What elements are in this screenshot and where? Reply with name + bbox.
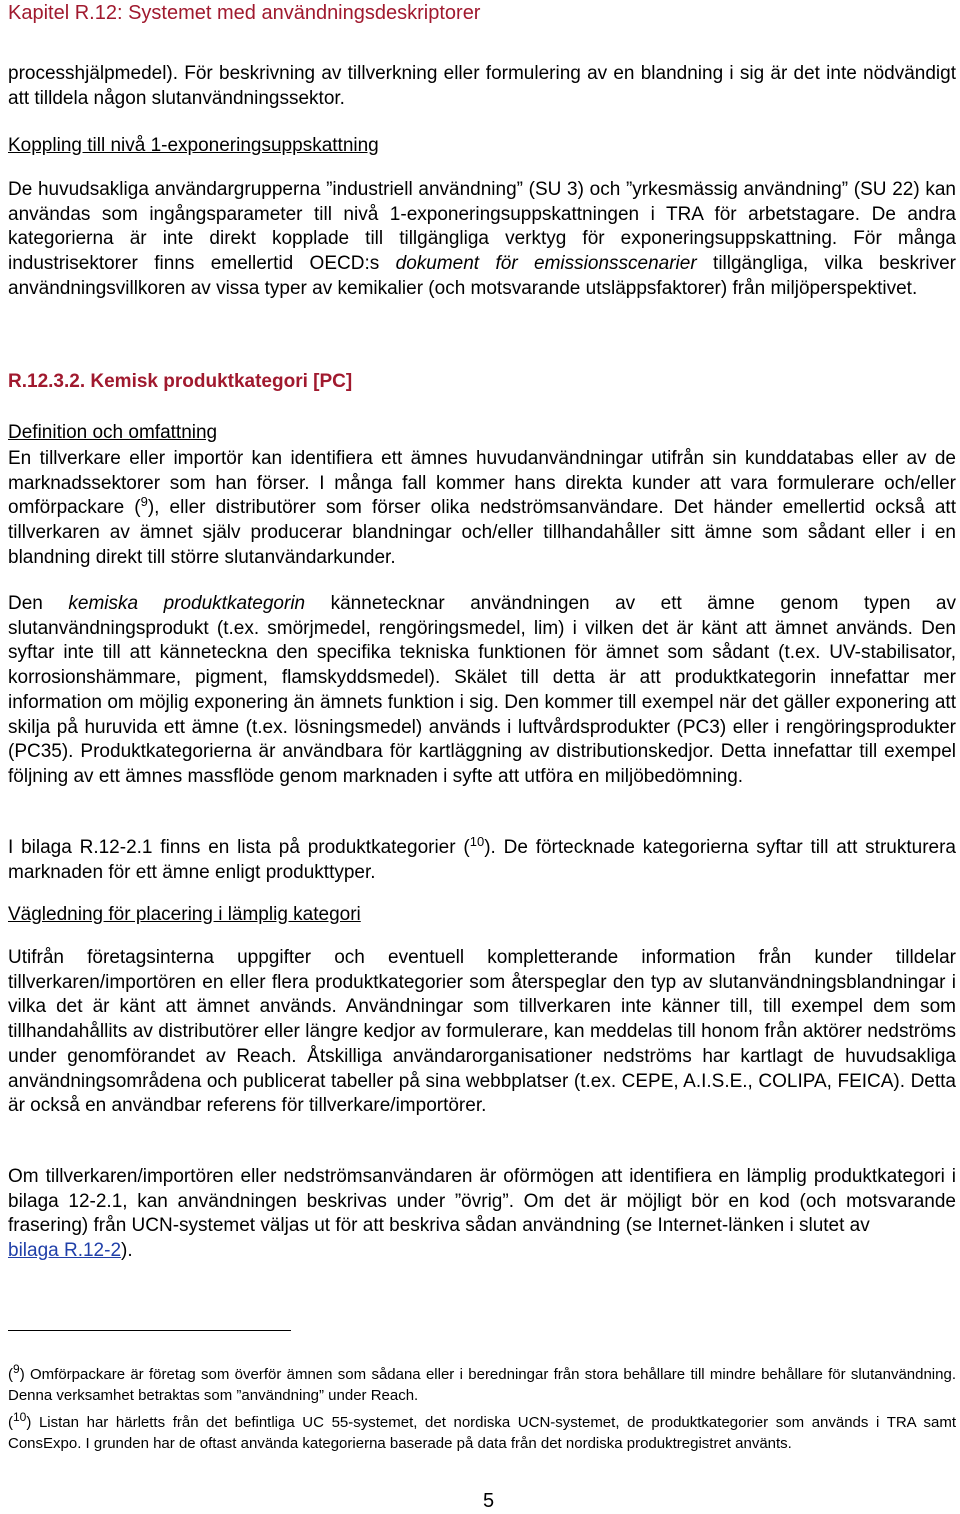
- koppling-text-end: tillgängliga, vilka beskriver användningsvillkoren av vissa typer av kemikalier (och motsvarande utsläppsfaktorer) från miljöperspektivet.: [8, 253, 956, 299]
- other-category-text: Om tillverkaren/importören eller nedströmsanvändaren är oförmögen att identifiera en lämplig produktkategori i bilaga 12-2.1, kan användningen beskrivas under ”övrig”. Om det är möjligt bör en kod (och motsvarande frasering) från UCN-systemet väljas ut för att beskriva sådan användning (se Internet-länken i slutet av: [8, 1166, 956, 1237]
- bilaga-text-b: ). De förtecknade kategorierna syftar till att strukturera marknaden för ett ämne enligt produkttyper.: [8, 837, 956, 883]
- chapter-header: Kapitel R.12: Systemet med användningsdeskriptorer: [8, 2, 481, 24]
- footnote-mark-9: 9: [13, 1362, 20, 1376]
- other-category-end: ).: [121, 1240, 133, 1262]
- footnote-text-9: Omförpackare är företag som överför ämnen som sådana eller i beredningar från stora behållare till mindre behållare för slutanvändning. Denna verksamhet betraktas som ”användning” under Reach.: [8, 1366, 956, 1404]
- footnote-text-10: Listan har härletts från det befintliga UC 55-systemet, det nordiska UCN-systemet, de produktkategorier som används i TRA samt ConsExpo. I grunden har de oftast använda kategorierna baserade på data från det nordiska produktregistret använts.: [8, 1414, 956, 1452]
- subsection-title-guidance: Vägledning för placering i lämplig kategori: [8, 904, 361, 925]
- koppling-italic: dokument för emissionsscenarier: [395, 253, 697, 275]
- intro-paragraph: processhjälpmedel). För beskrivning av tillverkning eller formulering av en blandning i sig är det inte nödvändigt att tilldela någon slutanvändningssektor.: [8, 63, 956, 109]
- guidance-paragraph: Utifrån företagsinterna uppgifter och eventuell kompletterande information från kunder tilldelar tillverkaren/importören en eller flera produktkategorier som återspeglar den typ av slutanvändningsblandningar i vilka det är känt att ämnet används. Användningar som tillverkaren inte känner till, till exempel dem som tillhandahållits av distributörer eller längre kedjor av formulerare, kan meddelas till honom från aktörer nedströms under genomförandet av Reach. Åtskilliga användarorganisationer nedströms har kartlagt de huvudsakliga användningsområdena och publicerat tabeller på sina webbplatser (t.ex. CEPE, A.I.S.E., COLIPA, FEICA). Detta är också en användbar referens för tillverkare/importörer.: [8, 947, 956, 1117]
- definition-paragraph: [8, 447, 956, 571]
- bilaga-paragraph: [8, 836, 956, 885]
- page-number: 5: [483, 1490, 495, 1512]
- subsection-title-definition: Definition och omfattning: [8, 422, 218, 443]
- definition-text-b: ), eller distributörer som förser olika nedströmsanvändare. Det händer emellertid också att tillverkaren av ämnet själv producerar blandningar och/eller tillhandahåller sitt ämne som sådant eller i en blandning direkt till större slutanvändarkunder.: [8, 497, 956, 568]
- koppling-text: De huvudsakliga användargrupperna ”industriell användning” (SU 3) och ”yrkesmässig användning” (SU 22) kan användas som ingångsparameter till nivå 1-exponeringsuppskattningen i TRA för arbetstagare. De andra kategorierna är inte direkt kopplade till tillgängliga verktyg för exponeringsuppskattning. För många industrisektorer finns emellertid OECD:s: [8, 179, 956, 275]
- footnote-divider: [8, 1330, 291, 1331]
- footnote-ref-9[interactable]: 9: [140, 494, 148, 510]
- footnote-9: ($^9$) Omförpackare är företag som överför ämnen som sådana eller i beredningar från stora behållare till mindre behållare för slutanvändning. Denna verksamhet betraktas som ”användning” under Reach.: [8, 1362, 956, 1404]
- footnote-mark-10: 10: [13, 1410, 27, 1424]
- pc-text-b: kännetecknar användningen av ett ämne genom typen av slutanvändningsprodukt (t.ex. smörjmedel, rengöringsmedel, lim) i vilken det är känt att ämnet används. Den syftar inte till att känneteckna den specifika tekniska funktionen för ämnet som sådant (t.ex. UV-stabilisator, korrosionshämmare, pigment, flamskyddsmedel). Skälet till detta är att produktkategorin innefattar mer information om möjlig exponering än ämnets funktion i sig. Den kommer till exempel när det gäller exponering att skilja på huruvida ett ämne (t.ex. lösningsmedel) används i luftvårdsprodukter (PC3) eller i rengöringsprodukter (PC35). Produktkategorierna är användbara för kartläggning av distributionskedjor. Detta innefattar till exempel följning av ett ämnes massflöde genom marknaden i syfte att utföra en miljöbedömning.: [8, 593, 957, 787]
- bilaga-text-a: I bilaga R.12-2.1 finns en lista på produktkategorier (: [8, 837, 470, 858]
- definition-text-a: En tillverkare eller importör kan identifiera ett ämnes huvudanvändningar utifrån sin kunddatabas eller av de marknadssektorer som han förser. I många fall kommer hans direkta kunder att vara formulerare och/eller omförpackare (: [8, 448, 956, 519]
- section-heading-pc: R.12.3.2. Kemisk produktkategori [PC]: [8, 371, 353, 392]
- footnote-10: ($^{10}$) Listan har härletts från det befintliga UC 55-systemet, det nordiska UCN-systemet, de produktkategorier som används i TRA samt ConsExpo. I grunden har de oftast använda kategorierna baserade på data från det nordiska produktregistret använts.: [8, 1410, 956, 1452]
- pc-text-italic: kemiska produktkategorin: [68, 593, 306, 614]
- subsection-title-koppling: Koppling till nivå 1-exponeringsuppskattning: [8, 135, 379, 156]
- pc-text-a: Den: [8, 593, 69, 614]
- bilaga-link[interactable]: bilaga R.12-2: [8, 1240, 122, 1262]
- other-category-paragraph: [8, 1165, 956, 1264]
- footnote-ref-10[interactable]: 10: [469, 834, 485, 849]
- pc-description-paragraph: [8, 592, 956, 790]
- koppling-paragraph: [8, 178, 956, 302]
